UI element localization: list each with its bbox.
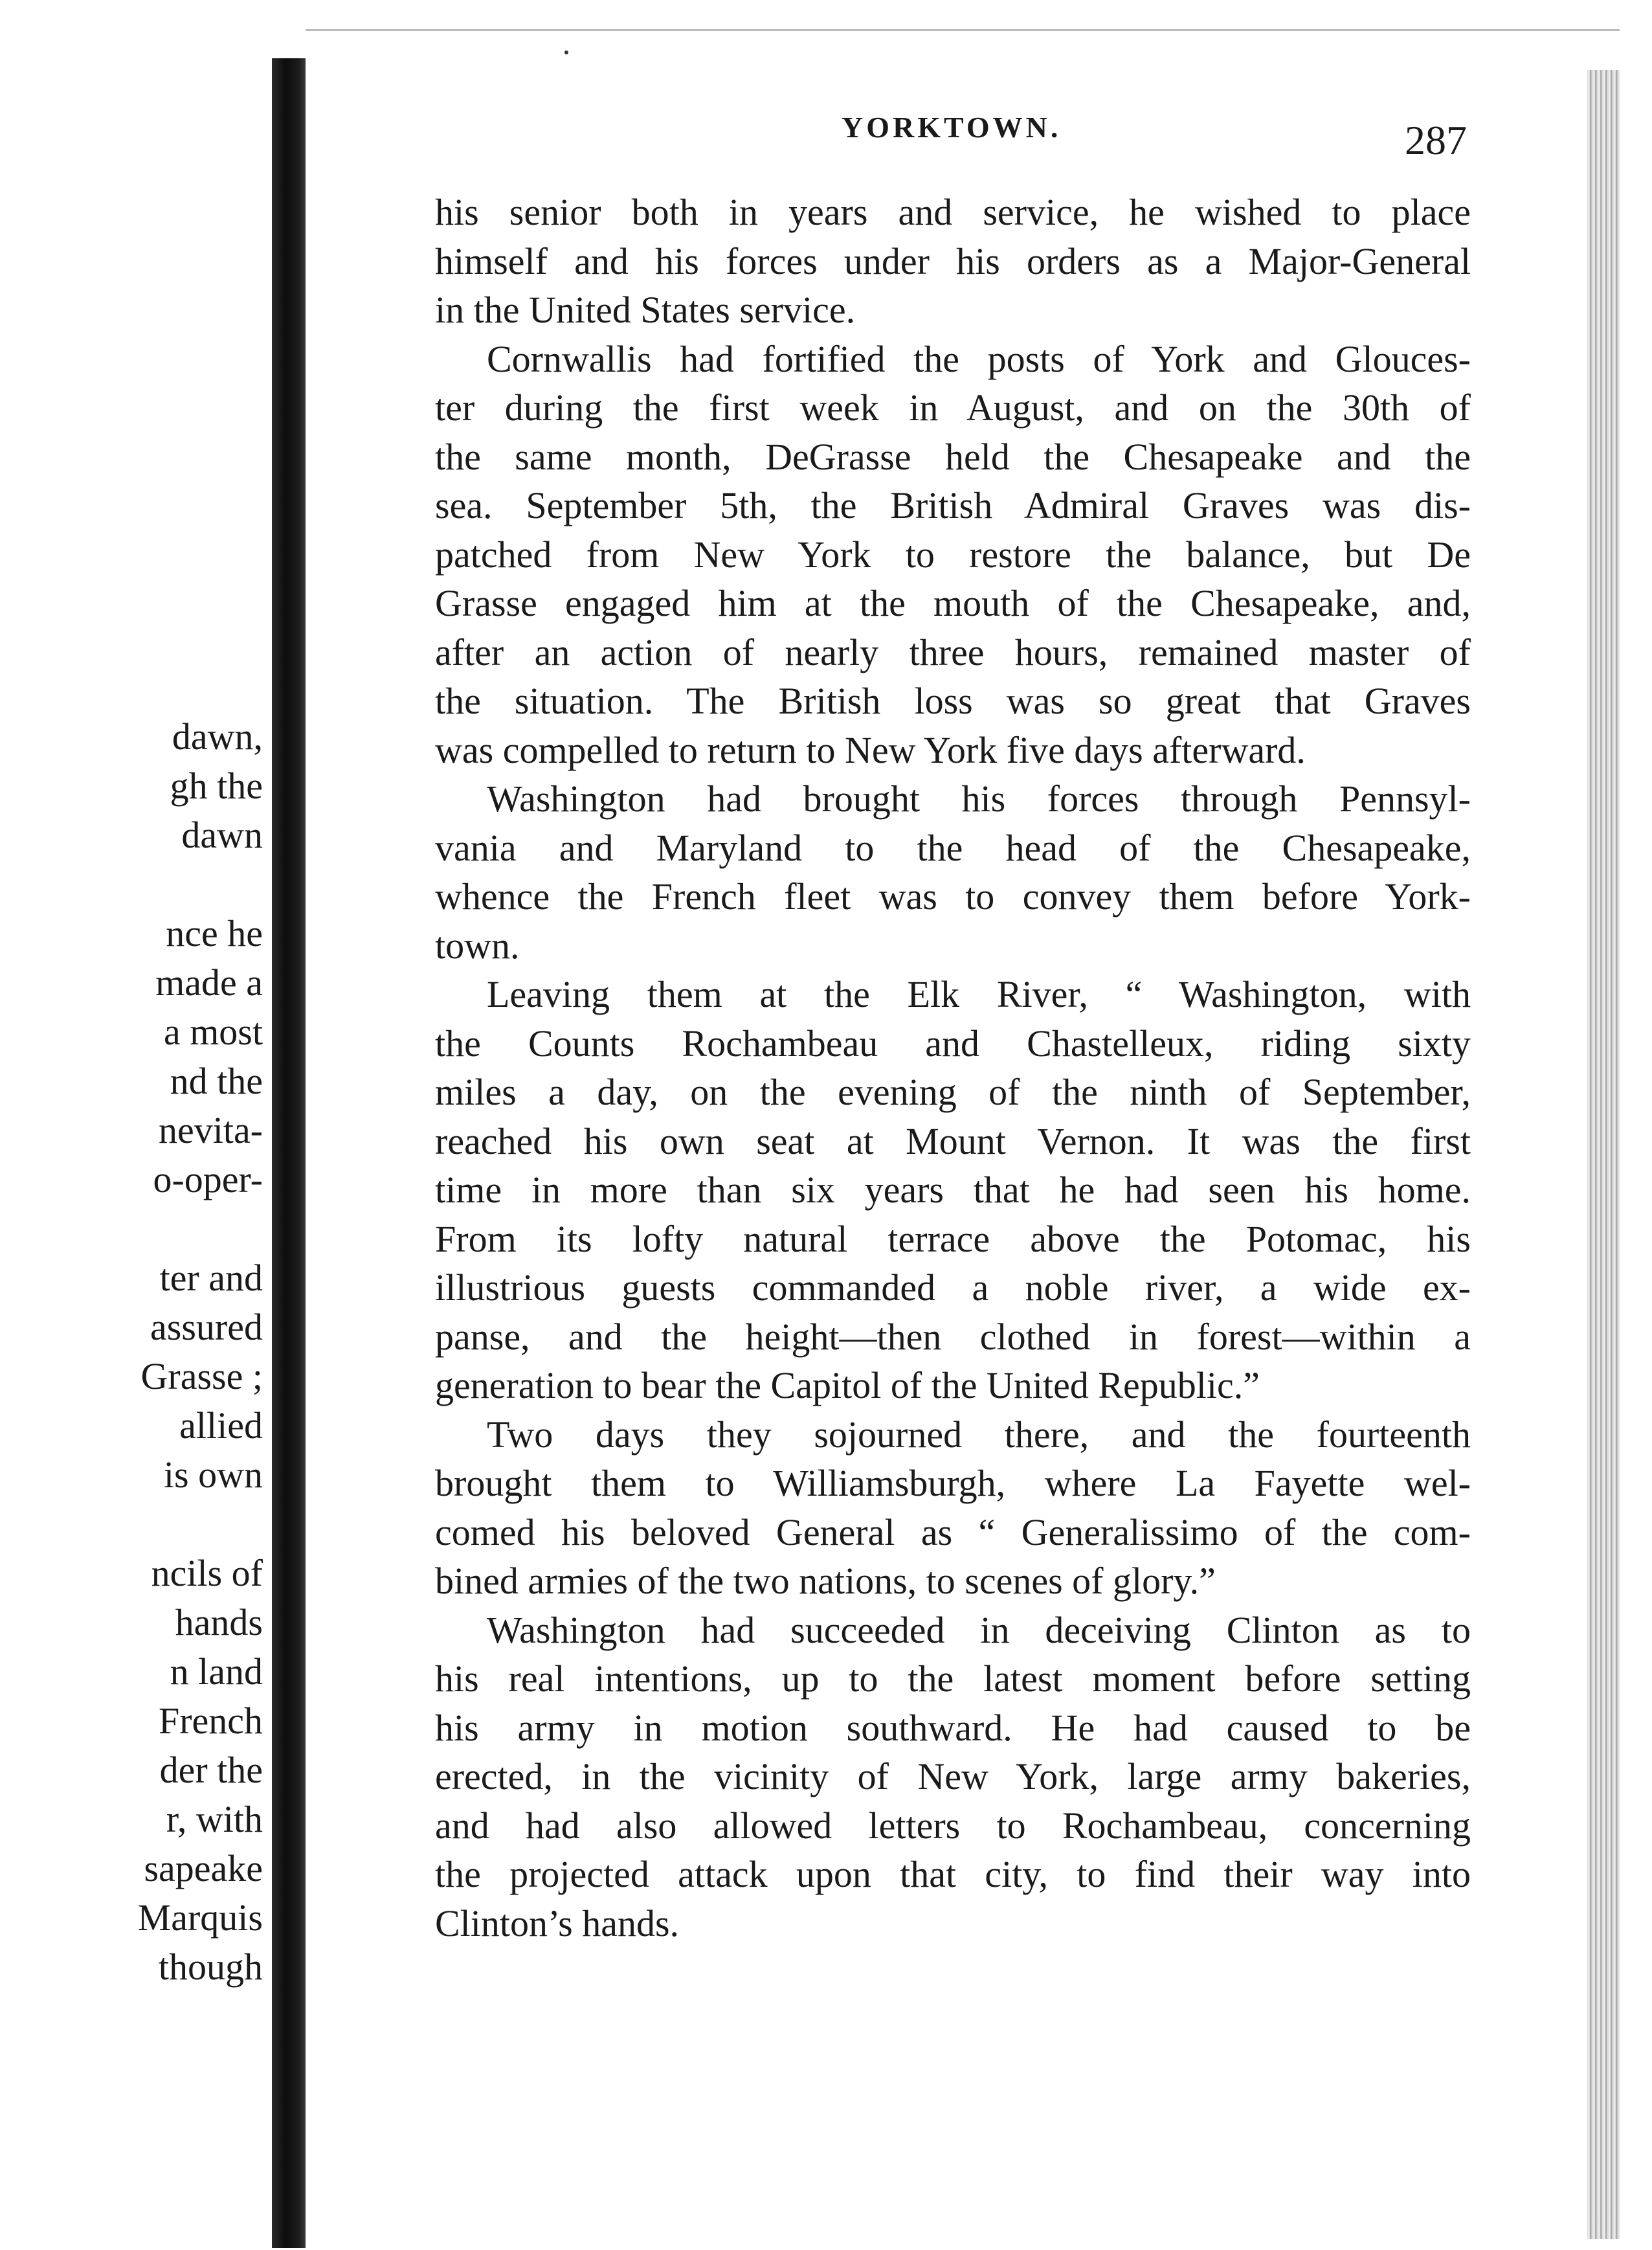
text-line: Leaving them at the Elk River, “ Washington, with [487, 973, 1471, 1015]
text-line: Clinton’s hands. [435, 1902, 680, 1944]
left-page-line: r, with [166, 1798, 263, 1840]
left-page-line: assured [150, 1306, 263, 1348]
left-page-line [4, 860, 263, 909]
left-page-line: dawn, [172, 715, 263, 758]
text-line: whence the French fleet was to convey them before York- [435, 875, 1471, 917]
text-line: brought them to Williamsburgh, where La Fayette wel- [435, 1462, 1471, 1504]
text-line: Grasse engaged him at the mouth of the Chesapeake, and, [435, 582, 1471, 624]
text-line: reached his own seat at Mount Vernon. It was the first [435, 1119, 1471, 1162]
text-line: ter during the first week in August, and on the 30th of [435, 387, 1471, 429]
page-number: 287 [1405, 117, 1467, 163]
text-line: the Counts Rochambeau and Chastelleux, riding sixty [435, 1022, 1471, 1064]
text-line: sea. September 5th, the British Admiral Graves was dis- [435, 484, 1471, 526]
text-line: the projected attack upon that city, to find their way into [435, 1853, 1471, 1895]
text-line: miles a day, on the evening of the ninth of September, [435, 1071, 1471, 1113]
text-line: his senior both in years and service, he wished to place [435, 191, 1471, 233]
left-page-line: nd the [170, 1060, 263, 1102]
text-line: vania and Maryland to the head of the Chesapeake, [435, 826, 1471, 869]
text-line: Cornwallis had fortified the posts of York and Glouces- [487, 337, 1471, 380]
left-page-line: hands [175, 1601, 263, 1643]
book-gutter [272, 0, 306, 2248]
text-line: illustrious guests commanded a noble river, a wide ex- [435, 1266, 1471, 1309]
left-page-line: gh the [170, 765, 263, 807]
text-line: generation to bear the Capitol of the United Republic.” [435, 1364, 1260, 1406]
text-line: From its lofty natural terrace above the Potomac, his [435, 1217, 1471, 1260]
text-line: in the United States service. [435, 289, 856, 331]
left-page-line: allied [179, 1404, 263, 1446]
left-page-line: dawn [181, 814, 263, 856]
left-page-line: nce he [166, 912, 263, 954]
left-page-line: sapeake [144, 1847, 263, 1889]
left-page-line [4, 1204, 263, 1254]
text-line: Washington had succeeded in deceiving Clinton as to [487, 1608, 1471, 1651]
text-line: bined armies of the two nations, to scenes of glory.” [435, 1560, 1216, 1602]
left-page-line: ter and [159, 1257, 263, 1299]
left-page-line: a most [163, 1011, 263, 1053]
left-page-text [4, 712, 263, 1992]
left-page-line: French [158, 1700, 263, 1742]
left-facing-page [0, 0, 272, 2248]
text-line: and had also allowed letters to Rochambeau, concerning [435, 1804, 1471, 1847]
left-page-line: Marquis [137, 1896, 263, 1939]
left-page-line: is own [163, 1454, 263, 1496]
left-page-line: nevita- [158, 1109, 263, 1151]
left-page-line: though [158, 1946, 263, 1988]
gutter-top-margin [272, 0, 306, 58]
print-speck [564, 51, 568, 54]
body-text [435, 188, 1471, 1948]
text-line: erected, in the vicinity of New York, large army bakeries, [435, 1755, 1471, 1797]
text-line: the same month, DeGrasse held the Chesapeake and the [435, 435, 1471, 478]
left-page-line: Grasse ; [140, 1355, 263, 1397]
text-line: Two days they sojourned there, and the fourteenth [487, 1413, 1471, 1456]
text-line: the situation. The British loss was so great that Graves [435, 680, 1471, 722]
text-line: his army in motion southward. He had caused to be [435, 1706, 1471, 1749]
text-line: patched from New York to restore the balance, but De [435, 533, 1471, 576]
left-page-line: der the [159, 1749, 263, 1791]
text-line: time in more than six years that he had seen his home. [435, 1169, 1471, 1211]
left-page-line: n land [170, 1650, 263, 1693]
text-line: Washington had brought his forces through Pennsyl- [487, 778, 1471, 820]
left-page-line: ncils of [151, 1552, 263, 1594]
text-line: comed his beloved General as “ Generalissimo of the com- [435, 1511, 1471, 1553]
text-line: was compelled to return to New York five days afterward. [435, 728, 1306, 771]
left-page-line: made a [155, 962, 263, 1004]
running-head: YORKTOWN. [842, 111, 1062, 144]
page-edges [1587, 70, 1620, 2239]
left-page-line: o-oper- [153, 1158, 263, 1200]
text-line: after an action of nearly three hours, remained master of [435, 631, 1471, 673]
text-line: himself and his forces under his orders as a Major-General [435, 240, 1471, 282]
text-line: town. [435, 924, 520, 967]
text-line: panse, and the height—then clothed in forest—within a [435, 1315, 1471, 1358]
left-page-line [4, 1500, 263, 1549]
text-line: his real intentions, up to the latest moment before setting [435, 1658, 1471, 1700]
